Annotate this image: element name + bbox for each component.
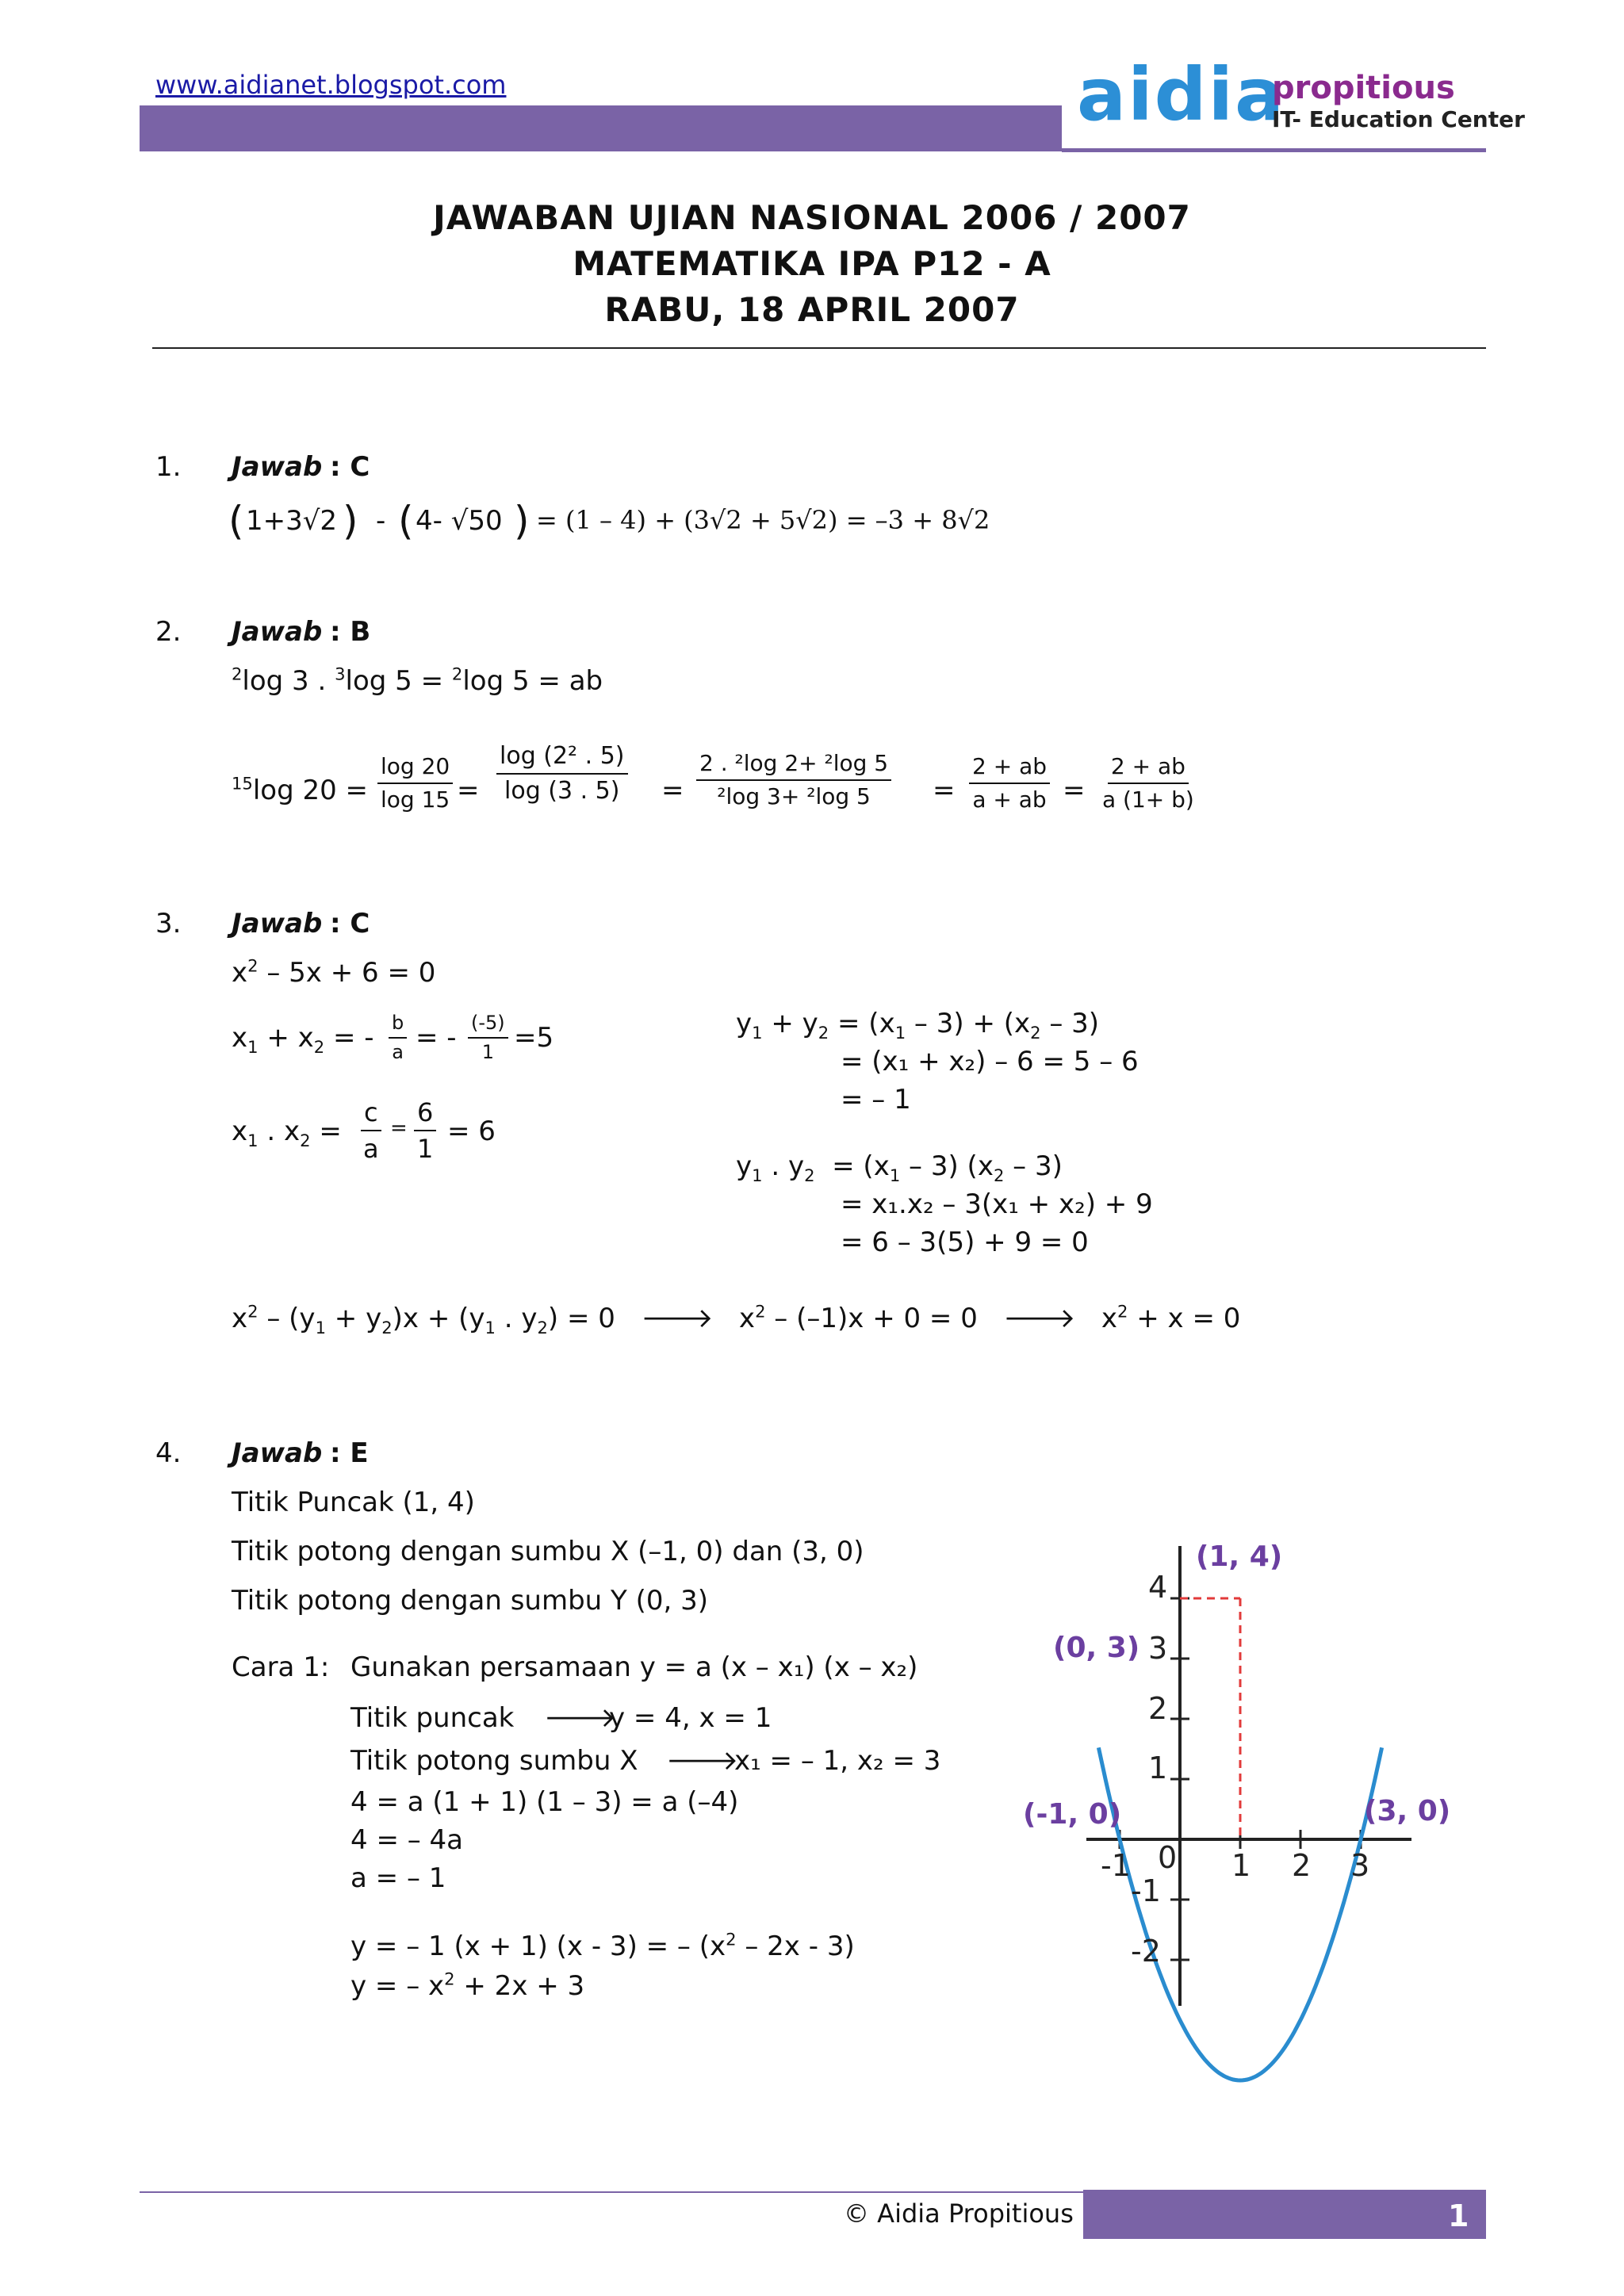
q4-potong-val: x₁ = – 1, x₂ = 3 [734, 1745, 941, 1777]
point-label-root-1: (-1, 0) [1023, 1798, 1122, 1831]
q3-right-2: = (x₁ + x₂) – 6 = 5 – 6 [841, 1046, 1139, 1077]
q3-sum-frac-1-num: b [389, 1012, 407, 1039]
q3-prod-frac-2-num: 6 [414, 1097, 436, 1131]
q4-cara-label: Cara 1: [232, 1651, 330, 1683]
q3-equation: $x^2 - 5x + 6 = 0$ [232, 955, 436, 989]
y-tick-label-1: 1 [1148, 1751, 1168, 1785]
x-tick-label-neg1: -1 [1101, 1848, 1131, 1883]
q1-expr-minus: - [376, 505, 386, 537]
point-label-vertex: (1, 4) [1196, 1540, 1283, 1573]
q3-jawab: Jawab [232, 908, 323, 939]
q3-sum-frac-2-den: 1 [481, 1040, 494, 1063]
logo-it-education: IT- Education Center [1272, 106, 1525, 132]
q2-frac-5 [1099, 753, 1197, 813]
q4-result-2: y = – $x^2 + 2x + 3$ [350, 1969, 585, 2002]
q3-sum-frac-2-num: (-5) [468, 1012, 508, 1039]
q2-eq-2: = [661, 775, 684, 806]
q2-eq-4: = [1063, 775, 1086, 806]
y-tick-label-neg1: -1 [1131, 1873, 1161, 1908]
q4-number: 4. [155, 1437, 182, 1469]
y-tick-label-2: 2 [1148, 1691, 1168, 1726]
q4-line-3: Titik potong dengan sumbu Y (0, 3) [232, 1585, 709, 1617]
x-tick-label-1: 1 [1231, 1848, 1251, 1883]
q1-expr-open2: ( [398, 498, 414, 544]
q1-expr-close1: ) [343, 498, 358, 544]
q3-prod-frac-1-num: c [361, 1097, 381, 1131]
q2-frac-4-num: 2 + ab [969, 753, 1050, 784]
q3-final: $x^2 - (y_1 + y_2)x + (y_1$ . $y_2) = 0$ 🡒 $x^2 - (-1)x + 0 = 0$ 🡒 $x^2 + x = 0$ [232, 1301, 1241, 1337]
q2-frac-2 [496, 742, 628, 806]
q1-answer: : C [330, 451, 370, 483]
footer-page-bar [1083, 2190, 1486, 2239]
q3-sum-frac-1-den: a [392, 1040, 404, 1063]
q3-right-5: = x₁.x₂ – 3(x₁ + x₂) + 9 [841, 1188, 1153, 1220]
q2-number: 2. [155, 616, 182, 648]
q1-expr-open1: ( [228, 498, 244, 544]
q3-sum-mid: = - [416, 1022, 457, 1054]
q3-right-4: $y_1$ . $y_2 = (x_1 - 3)$ $(x_2 - 3)$ [736, 1150, 1063, 1185]
q4-jawab: Jawab [232, 1437, 323, 1469]
q2-frac-1-den: log 15 [381, 786, 450, 813]
q3-right-6: = 6 – 3(5) + 9 = 0 [841, 1226, 1089, 1258]
footer-copyright: © Aidia Propitious [844, 2198, 1074, 2229]
q2-frac-4-den: a + ab [972, 786, 1047, 813]
q2-frac-5-num: 2 + ab [1108, 753, 1189, 784]
q4-potong-arrow: 🡒 [666, 1745, 739, 1777]
q1-jawab: Jawab [232, 451, 323, 483]
q4-answer: : E [330, 1437, 369, 1469]
graph-parabola-curve [1098, 1747, 1381, 2080]
q4-puncak-arrow: 🡒 [544, 1702, 617, 1734]
q2-eq-3: = [933, 775, 956, 806]
logo-propitious: propitious [1272, 70, 1455, 106]
q3-prod-frac-1 [360, 1097, 382, 1165]
q4-puncak-label: Titik puncak [350, 1702, 515, 1734]
title-divider [152, 347, 1486, 349]
q3-prod-frac-2 [414, 1097, 436, 1165]
q3-prod-label: $x_1$ . $x_2$ = [232, 1115, 342, 1150]
q2-frac-3-num: 2 . ²log 2+ ²log 5 [696, 750, 891, 781]
q3-prod-frac-1-den: a [363, 1134, 379, 1165]
y-tick-label-3: 3 [1148, 1631, 1168, 1666]
q2-frac-1 [377, 753, 453, 813]
q2-frac-3 [696, 750, 891, 809]
q4-result-1: y = – 1 (x + 1) (x - 3) = – $(x^2 - 2x - 3)$ [350, 1929, 855, 1962]
q1-expr-b: 4- √50 [416, 505, 503, 537]
q4-eq-3: a = – 1 [350, 1862, 446, 1894]
q3-sum-frac-2 [468, 1012, 508, 1064]
q4-potong-label: Titik potong sumbu X [350, 1745, 638, 1777]
q3-right-1: $y_1 + y_2 = (x_1 - 3) + (x_2 - 3)$ [736, 1008, 1100, 1043]
q4-line-2: Titik potong dengan sumbu X (–1, 0) dan (3, 0) [232, 1536, 864, 1567]
q2-jawab: Jawab [232, 616, 323, 648]
q4-cara-text: Gunakan persamaan y = a (x – x₁) (x – x₂) [350, 1651, 918, 1683]
q3-sum-frac-1 [389, 1012, 407, 1064]
y-tick-label-4: 4 [1148, 1570, 1168, 1605]
q2-frac-4 [969, 753, 1050, 813]
q1-expr-a: 1+3√2 [246, 505, 338, 537]
q2-frac-2-num: log (2² . 5) [496, 742, 628, 775]
point-label-root-2: (3, 0) [1364, 1795, 1451, 1827]
title-line-1: JAWABAN UJIAN NASIONAL 2006 / 2007 [433, 198, 1191, 237]
footer-line [140, 2191, 1083, 2193]
x-tick-label-0: 0 [1158, 1840, 1178, 1875]
header-url[interactable]: www.aidianet.blogspot.com [155, 70, 507, 100]
q4-puncak-val: y = 4, x = 1 [609, 1702, 772, 1734]
q1-expr-close2: ) [514, 498, 530, 544]
q3-prod-result: = 6 [447, 1115, 496, 1147]
q3-answer: : C [330, 908, 370, 939]
q4-eq-2: 4 = – 4a [350, 1824, 464, 1856]
q3-right-3: = – 1 [841, 1084, 911, 1115]
header-bar-left [140, 105, 1062, 151]
q3-number: 3. [155, 908, 182, 939]
q2-eq-1: = [457, 775, 480, 806]
q3-prod-eq: = [390, 1116, 408, 1140]
x-tick-label-2: 2 [1292, 1848, 1312, 1883]
parabola-graph [1015, 1530, 1451, 2022]
q2-frac-2-den: log (3 . 5) [504, 777, 620, 805]
q2-answer: : B [330, 616, 371, 648]
x-tick-label-3: 3 [1350, 1848, 1370, 1883]
q1-number: 1. [155, 451, 182, 483]
y-tick-label-neg2: -2 [1131, 1934, 1161, 1969]
header-bar-right [1062, 148, 1486, 152]
q2-line1: $^2$log 3 . $^3$log 5 = $^2$log 5 = ab [232, 664, 603, 697]
q3-sum-label: $x_1 + x_2$ = - [232, 1022, 374, 1057]
q3-sum-result: =5 [514, 1022, 554, 1054]
page-number: 1 [1448, 2198, 1469, 2233]
q1-expr-rest: = (1 – 4) + (3√2 + 5√2) = –3 + 8√2 [536, 505, 990, 535]
aidia-logo: aidia [1077, 52, 1286, 137]
title-line-3: RABU, 18 APRIL 2007 [604, 290, 1020, 329]
q2-frac-5-den: a (1+ b) [1102, 786, 1194, 813]
q2-frac-3-den: ²log 3+ ²log 5 [717, 783, 871, 809]
q2-lhs: $^{15}$log 20 = [232, 773, 369, 806]
q4-eq-1: 4 = a (1 + 1) (1 – 3) = a (–4) [350, 1786, 739, 1818]
q4-line-1: Titik Puncak (1, 4) [232, 1487, 475, 1518]
title-line-2: MATEMATIKA IPA P12 - A [573, 244, 1051, 283]
q2-frac-1-num: log 20 [377, 753, 453, 784]
point-label-y-intercept: (0, 3) [1053, 1632, 1140, 1664]
q3-prod-frac-2-den: 1 [417, 1134, 434, 1165]
